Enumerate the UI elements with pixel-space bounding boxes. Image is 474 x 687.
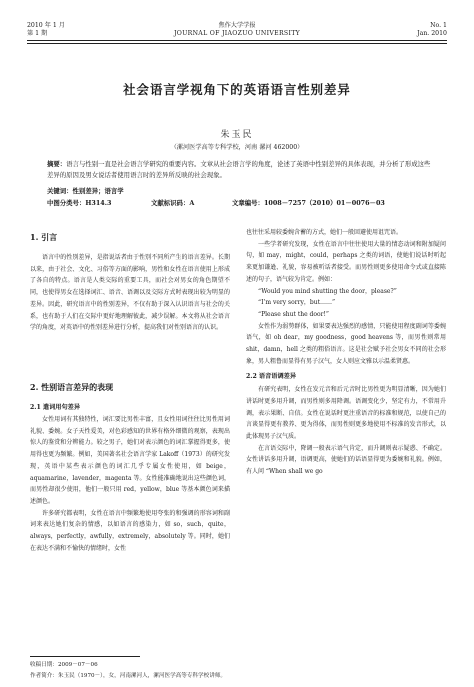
subsection-2-1-title: 2.1 遣词用句差异 <box>30 404 81 411</box>
header-date: 2010 年 1 月 <box>27 22 65 29</box>
subsection-2-2-title: 2.2 语音语调差异 <box>246 373 297 381</box>
header-month: Jan. 2010 <box>417 30 447 37</box>
abstract-text: 语言与性别一直是社会语言学研究的重要内容。文章从社会语言学的角度，论述了英语中性别差异的具体表现，并分析了形成这些差异的原因及男女说话者使用语言时的差异所反映的社会现象。 <box>47 160 431 179</box>
example-sentence-3: “Please shut the door!” <box>258 310 329 318</box>
abstract-label: 摘要： <box>47 160 67 168</box>
header-issue: 第 1 期 <box>27 30 48 37</box>
article-affiliation: （漯河医学高等专科学校，河南 漯河 462000） <box>170 144 304 151</box>
clc-number: 中图分类号：H314.3 <box>47 199 112 207</box>
example-sentence-1: “Would you mind shutting the door，please?” <box>258 287 397 295</box>
footnote-received-date: 收稿日期：2009－07－06 <box>30 662 98 668</box>
keywords: 关键词：性别差异；语言学 <box>47 187 124 195</box>
section-2-title: 2. 性别语言差异的表现 <box>30 382 114 392</box>
article-number: 文章编号：1008－7257（2010）01－0076－03 <box>232 199 385 207</box>
abstract <box>47 159 435 181</box>
footnote-rule <box>30 656 140 657</box>
footnote-author-bio: 作者简介：朱玉民（1970－），女，河南漯河人，漯河医学高等专科学校讲师。 <box>30 673 227 679</box>
article-author: 朱玉民 <box>220 130 254 140</box>
right-paragraph-1: 一些学者研究发现，女性在语言中往往使用大量的情态动词和附加疑问句，如 may，might，could，perhaps 之类的词语，使她们说话时听起来更加谦逊、礼貌，容易被听话者接受。而男性则更多使用命令式或直接陈述的句子，语气较为肯定。例如： <box>246 240 446 283</box>
right-column-body <box>246 227 446 672</box>
section-1-paragraph: 语言中的性别差异，是指说话者由于性别不同所产生的语言差异。长期以来，由于社会、文化、习俗等方面的影响，男性和女性在语言使用上形成了各自的特点。语言是人类交际的重要工具，而社会对男女的角色期望不同，也使得男女在选择词汇、语音、语调以及交际方式时表现出较为明显的差异。因此，研究语言中的性别差异，不仅有助于深入认识语言与社会的关系，也有助于人们在交际中更好地理解彼此，减少误解。本文将从社会语言学的角度，对英语中的性别差异进行分析，提高我们对性别语言的认识。 <box>30 254 230 332</box>
document-code: 文献标识码：A <box>151 199 195 207</box>
subsection-2-1-paragraph-2: 许多研究都表明，女性在语言中频繁地使用夸张的和强调的形容词和副词来表达她们复杂的情感，以如语言的感染力，如 so，such，quite，always，perfectly，awfully，extremely，absolutely 等。同时，她们在表达不满和不愉快的情绪时，女性 <box>30 509 230 552</box>
example-sentence-2: “I’m very sorry，but……” <box>258 299 336 307</box>
header-rule-thin <box>27 43 447 44</box>
section-1-title: 1. 引言 <box>30 232 58 242</box>
header-journal-en: JOURNAL OF JIAOZUO UNIVERSITY <box>173 30 301 37</box>
subsection-2-1-body <box>30 414 230 672</box>
subsection-2-1-paragraph-1: 女性用词有其独特性，词汇要比男性丰富，且女性用词往往比男性用词礼貌、委婉。女子天性爱美，对色彩感知的世界有格外细微的观察，表现出惊人的鉴赏和分辨能力。较之男子，她们对表示颜色的词汇掌握得更多，使用得也更为频繁。例如，美国著名社会语言学家 Lakoff（1973）的研究发现，英语中某些表示颜色的词汇几乎专属女性使用，如 beige，aquamarine，lavender，magenta 等。女性能准确地说出这些颜色词，而男性却很少使用，他们一般只用 red，yellow，blue 等基本颜色词来描述颜色。 <box>30 416 230 505</box>
right-paragraph-2: 女性作为弱势群体，如果要表达强烈的感情，只能使用程度副词等委婉语气，如 oh dear，my goodness，good heavens 等，而男性则常用 shit，damn，hell 之类的粗俗语言。这是社会赋予社会男女不同的社会形象，男人粗鲁而显得有男子汉气，女人则应文雅以示温柔贤惠。 <box>246 322 446 365</box>
header-rule <box>27 40 447 41</box>
header-journal-cn: 焦作大学学报 <box>218 22 256 29</box>
article-title: 社会语言学视角下的英语语言性别差异 <box>123 82 351 97</box>
section-1-body <box>30 252 230 370</box>
right-paragraph-continued: 也往往采用较委婉含蓄的方式，她们一般回避使用诅咒语。 <box>246 229 403 236</box>
subsection-2-2-paragraph-1: 有研究表明，女性在发元音和后元音时比男性更为明显清晰，因为她们讲话时更多用升调，而男性则多用降调。语调变化少，坚定有力，不常用升调，表示果断、自信。女性在说话时更注重语音的标准和规范，以使自己的言谈显得更有教养、更为得体，而男性则更多地使用不标准的发音形式，以此体现男子汉气质。 <box>246 386 446 440</box>
header-number: No. 1 <box>430 22 447 29</box>
subsection-2-2-paragraph-2: 在言语交际中，降调一般表示语气肯定，而升调则表示疑惑、不确定。女性讲话多用升调，语调更高，使她们的话语显得更为委婉和礼貌。例如，有人问 “When shall we go <box>246 444 446 476</box>
